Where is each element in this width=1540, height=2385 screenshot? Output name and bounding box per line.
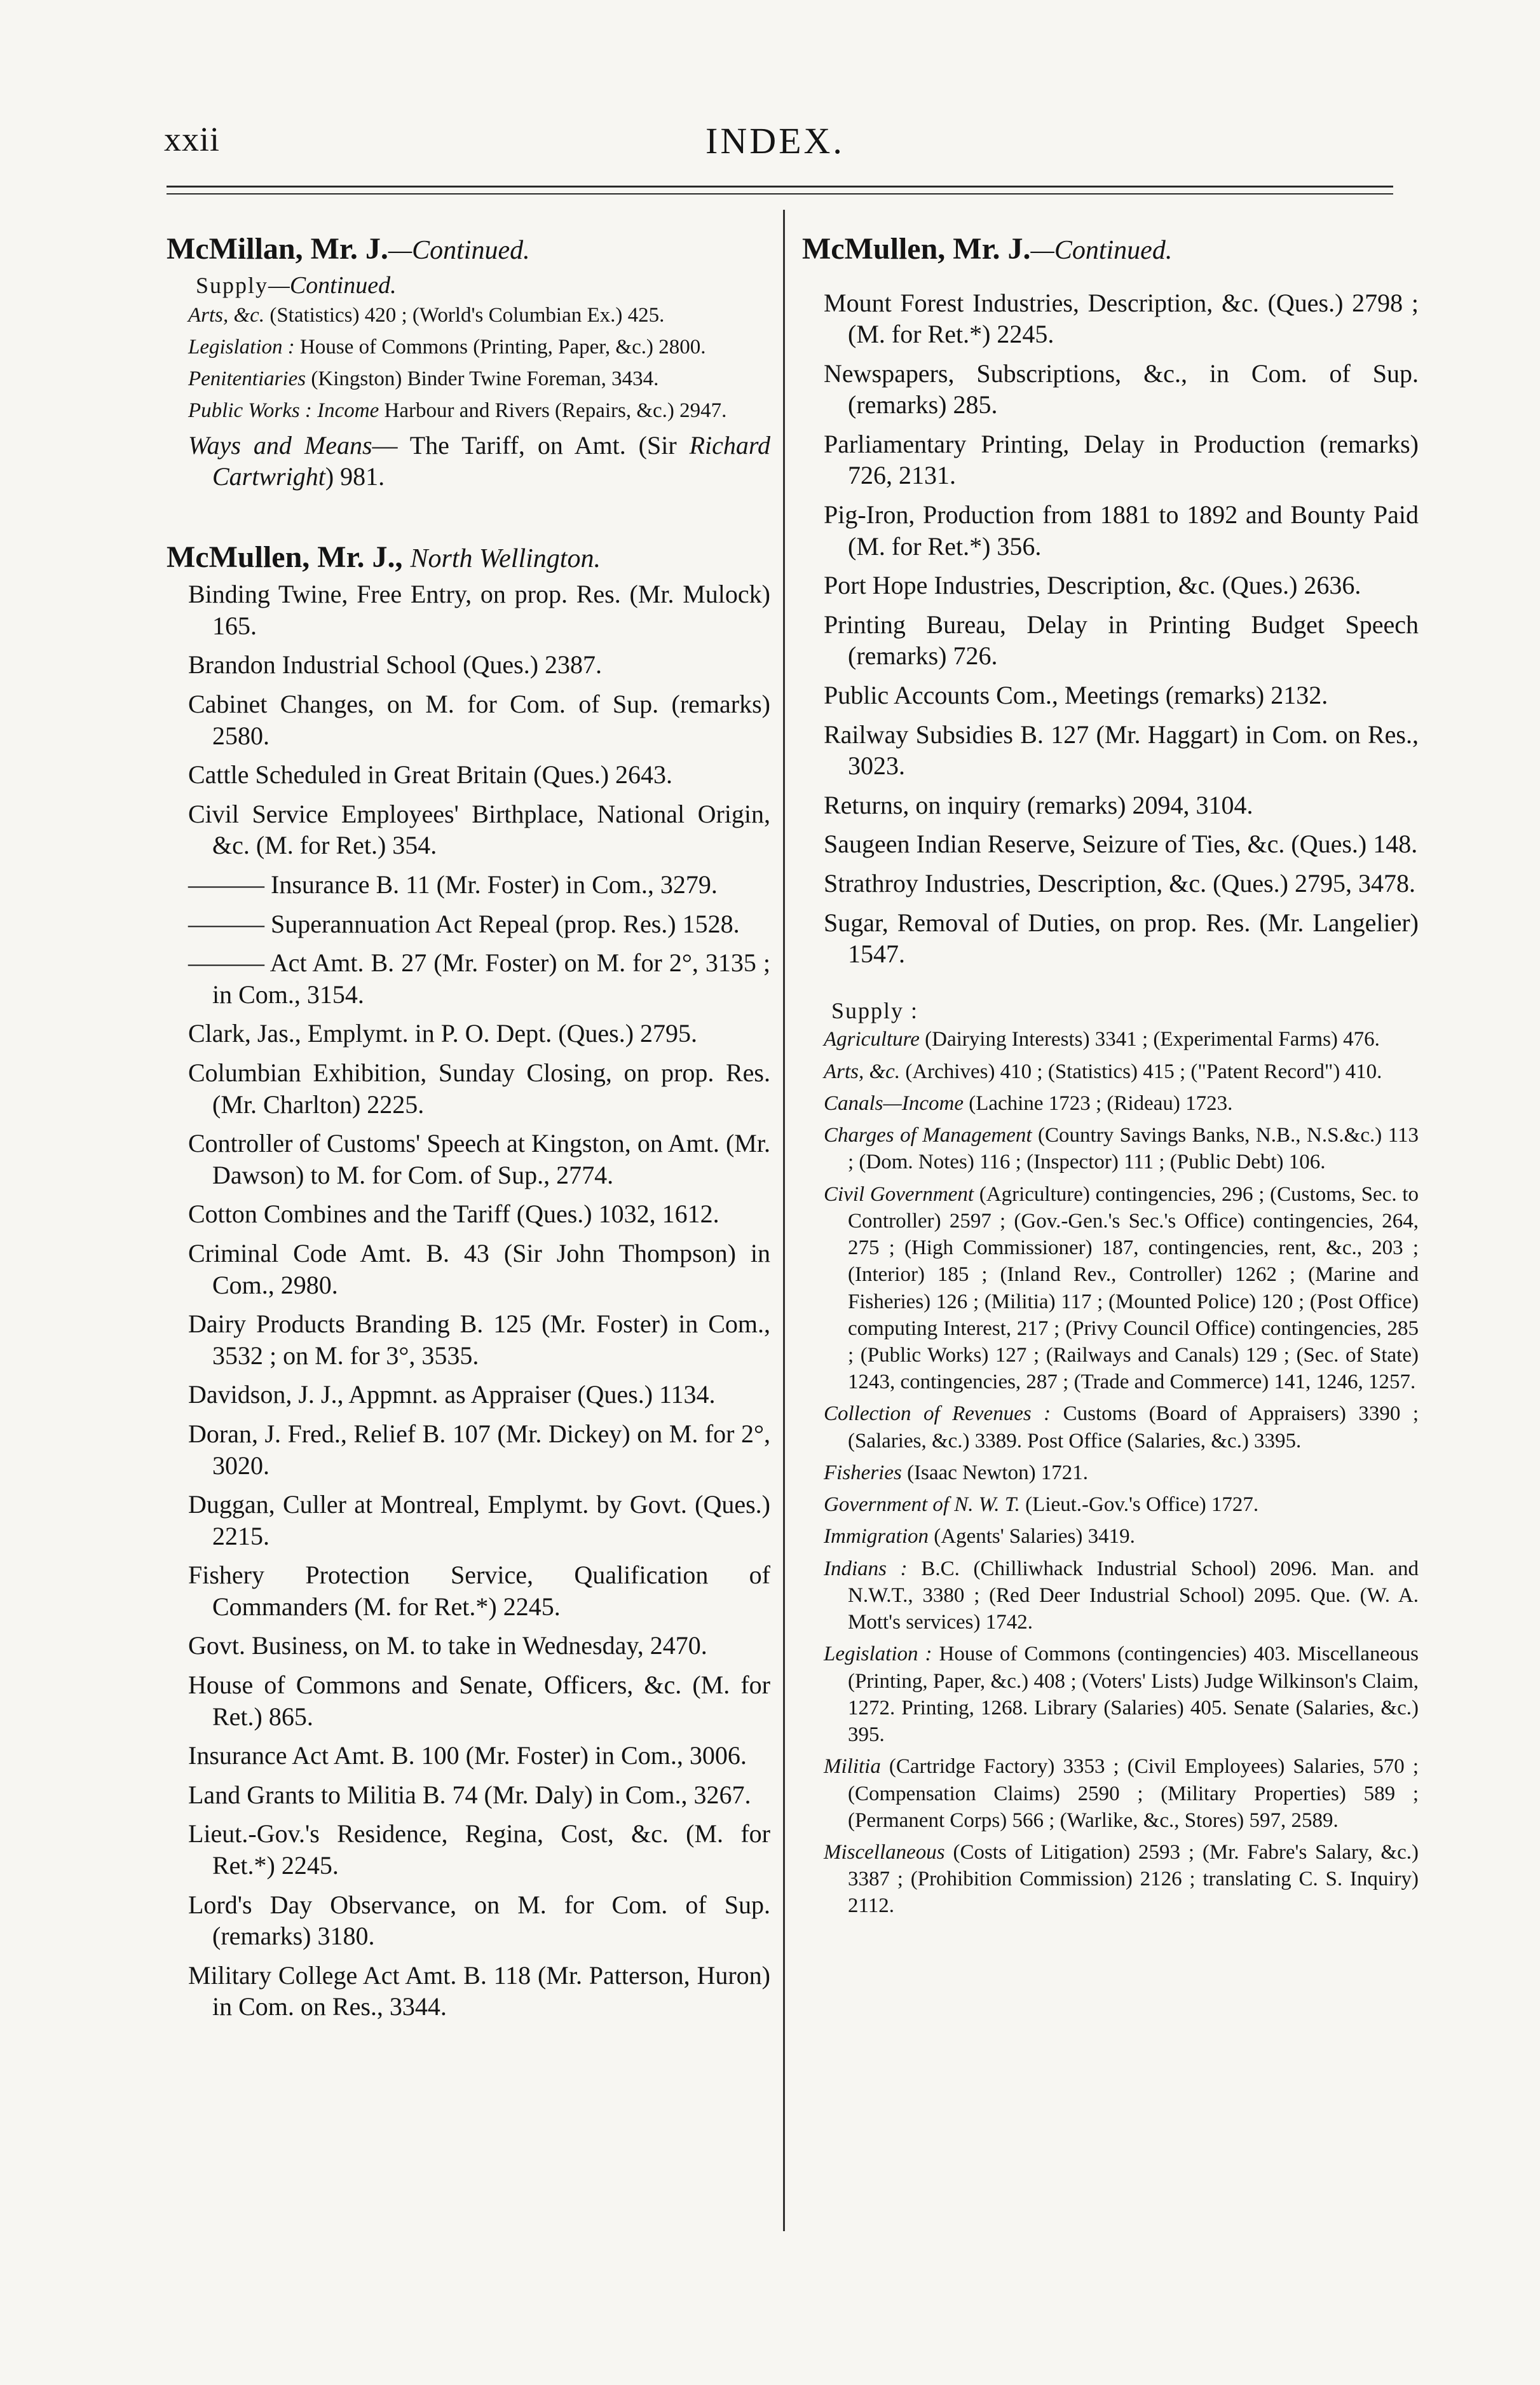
supply-entry-text: (Agriculture) contingencies, 296 ; (Customs, Sec. to Controller) 2597 ; (Gov.-Gen.'s Sec.'s Office) contingencies, 264, 275 ; (High Commissioner) 187, contingencies, rent, &c., 203 ; (Interior) 185 ; (Inland Rev., Controller) 1262 ; (Marine and Fisheries) 126 ; (Militia) 117 ; (Mounted Police) 120 ; (Post Office) computing Interest, 217 ; (Privy Council Office) contingencies, 285 ; (Public Works) 127 ; (Railways and Canals) 129 ; (Sec. of State) 1243, contingencies, 287 ; (Trade and Commerce) 141, 1246, 1257. [848, 1182, 1419, 1394]
supply-entry-text: (Costs of Litigation) 2593 ; (Mr. Fabre's Salary, &c.) 3387 ; (Prohibition Commission) 2126 ; translating C. S. Inquiry) 2112. [848, 1840, 1419, 1918]
supply-entry-text: Customs (Board of Appraisers) 3390 ; (Salaries, &c.) 3389. Post Office (Salaries, &c.) 3395. [848, 1402, 1419, 1452]
supply-entry-key: Penitentiaries [188, 367, 306, 391]
index-entry: Duggan, Culler at Montreal, Emplymt. by Govt. (Ques.) 2215. [188, 1490, 770, 1550]
continued-heading [167, 230, 770, 268]
supply-label: Supply : [831, 997, 919, 1023]
page-title: INDEX. [705, 120, 845, 161]
supply-entry [802, 1555, 1419, 1636]
index-entry: Govt. Business, on M. to take in Wednesday, 2470. [188, 1631, 707, 1660]
member-heading [167, 538, 770, 577]
supply-entry-key: Arts, &c. [824, 1060, 901, 1083]
index-entry: Returns, on inquiry (remarks) 2094, 3104. [824, 790, 1253, 819]
supply-entry-text: B.C. (Chilliwhack Industrial School) 2096. Man. and N.W.T., 3380 ; (Red Deer Industrial School) 2095. Que. (W. A. Mott's services) 1742. [848, 1557, 1419, 1634]
supply-entry-text: (Kingston) Binder Twine Foreman, 3434. [306, 367, 659, 391]
supply-entry-key: Miscellaneous [824, 1840, 945, 1864]
supply-entry-key: Legislation : [188, 335, 295, 359]
index-entry: Civil Service Employees' Birthplace, National Origin, &c. (M. for Ret.) 354. [188, 799, 770, 860]
index-entry: Doran, J. Fred., Relief B. 107 (Mr. Dickey) on M. for 2°, 3020. [188, 1419, 770, 1480]
index-entry: Parliamentary Printing, Delay in Production (remarks) 726, 2131. [824, 429, 1419, 490]
header-rule-top [167, 186, 1393, 188]
supply-entry [802, 1753, 1419, 1834]
supply-entry [802, 1026, 1419, 1053]
heading-continued: —Continued. [388, 236, 530, 265]
index-entry: Land Grants to Militia B. 74 (Mr. Daly) in Com., 3267. [188, 1780, 751, 1809]
supply-entry-text: (Statistics) 420 ; (World's Columbian Ex.) 425. [264, 303, 665, 327]
supply-entry [167, 302, 770, 329]
continued-heading [802, 230, 1419, 268]
supply-entry-text: (Lachine 1723 ; (Rideau) 1723. [963, 1091, 1233, 1115]
supply-entry [802, 1839, 1419, 1920]
index-entry: Lord's Day Observance, on M. for Com. of Sup. (remarks) 3180. [188, 1890, 770, 1951]
index-entry: Cotton Combines and the Tariff (Ques.) 1032, 1612. [188, 1199, 719, 1229]
supply-entry-key: Arts, &c. [188, 303, 265, 327]
index-entry: Insurance Act Amt. B. 100 (Mr. Foster) in Com., 3006. [188, 1741, 747, 1770]
index-entry: Public Accounts Com., Meetings (remarks) 2132. [824, 681, 1328, 710]
supply-entry [167, 334, 770, 360]
index-entry: Railway Subsidies B. 127 (Mr. Haggart) in Com. on Res., 3023. [824, 720, 1419, 781]
index-entry: House of Commons and Senate, Officers, &c. (M. for Ret.) 865. [188, 1671, 770, 1731]
supply-entry-key: Immigration [824, 1525, 929, 1548]
heading-name: McMillan, Mr. J. [167, 232, 388, 266]
supply-entry [802, 1058, 1419, 1085]
supply-entry [802, 1459, 1419, 1486]
supply-entry-text: House of Commons (contingencies) 403. Miscellaneous (Printing, Paper, &c.) 408 ; (Voters' Lists) Judge Wilkinson's Claim, 1272. Printing, 1268. Library (Salaries) 405. Senate (Salaries, &c.) 395. [848, 1643, 1419, 1747]
index-entry: Printing Bureau, Delay in Printing Budget Speech (remarks) 726. [824, 610, 1419, 671]
heading-location: North Wellington. [410, 543, 601, 573]
supply-entry [802, 1181, 1419, 1396]
index-entry: Dairy Products Branding B. 125 (Mr. Foster) in Com., 3532 ; on M. for 3°, 3535. [188, 1309, 770, 1370]
entry-key: Ways and Means [188, 430, 372, 460]
supply-entry-key: Charges of Management [824, 1124, 1032, 1147]
supply-entry [802, 1641, 1419, 1748]
index-entry: Davidson, J. J., Appmnt. as Appraiser (Ques.) 1134. [188, 1380, 716, 1409]
supply-label [196, 271, 770, 301]
index-entry: Criminal Code Amt. B. 43 (Sir John Thompson) in Com., 2980. [188, 1238, 770, 1299]
heading-continued: —Continued. [1030, 236, 1173, 265]
entry-person: Richard Cartwright [212, 430, 770, 491]
index-entry: Cabinet Changes, on M. for Com. of Sup. (remarks) 2580. [188, 690, 770, 750]
supply-entry [167, 397, 770, 424]
supply-entry-text: (Isaac Newton) 1721. [901, 1461, 1089, 1484]
supply-continued: —Continued. [268, 271, 397, 299]
index-entry: Sugar, Removal of Duties, on prop. Res. (Mr. Langelier) 1547. [824, 908, 1419, 969]
index-entry: ——— Act Amt. B. 27 (Mr. Foster) on M. for 2°, 3135 ; in Com., 3154. [188, 948, 770, 1009]
supply-entry-key: Legislation : [824, 1643, 932, 1666]
index-entry: ——— Superannuation Act Repeal (prop. Res.) 1528. [188, 909, 740, 938]
supply-entry-key: Civil Government [824, 1182, 974, 1206]
index-entry: Clark, Jas., Emplymt. in P. O. Dept. (Ques.) 2795. [188, 1019, 698, 1048]
index-entry: Columbian Exhibition, Sunday Closing, on prop. Res. (Mr. Charlton) 2225. [188, 1058, 770, 1119]
supply-entry-key: Agriculture [824, 1028, 920, 1051]
ways-and-means-entry [167, 430, 770, 493]
supply-entry-text: Harbour and Rivers (Repairs, &c.) 2947. [379, 399, 727, 423]
index-entry: Port Hope Industries, Description, &c. (Ques.) 2636. [824, 571, 1361, 600]
index-entry: Brandon Industrial School (Ques.) 2387. [188, 650, 603, 680]
supply-entry-text: (Country Savings Banks, N.B., N.S.&c.) 113 ; (Dom. Notes) 116 ; (Inspector) 111 ; (Public Debt) 106. [848, 1124, 1419, 1174]
column-divider [783, 210, 785, 2231]
supply-entry-text: (Lieut.-Gov.'s Office) 1727. [1019, 1493, 1259, 1517]
index-entry: ——— Insurance B. 11 (Mr. Foster) in Com., 3279. [188, 870, 718, 899]
supply-entry-text: (Archives) 410 ; (Statistics) 415 ; ("Patent Record") 410. [900, 1060, 1382, 1083]
index-entry: Newspapers, Subscriptions, &c., in Com. of Sup. (remarks) 285. [824, 359, 1419, 420]
index-entry: Lieut.-Gov.'s Residence, Regina, Cost, &c. (M. for Ret.*) 2245. [188, 1819, 770, 1880]
page-number: xxii [164, 120, 221, 158]
supply-entry-key: Militia [824, 1755, 881, 1779]
left-supply-list [167, 302, 770, 425]
index-entry: Mount Forest Industries, Description, &c. (Ques.) 2798 ; (M. for Ret.*) 2245. [824, 288, 1419, 349]
supply-label-text: Supply [196, 272, 269, 298]
heading-name: McMullen, Mr. J., [167, 540, 403, 574]
supply-entry [802, 1122, 1419, 1175]
supply-entry-key: Indians : [824, 1557, 908, 1580]
supply-entry-text: (Agents' Salaries) 3419. [929, 1525, 1135, 1548]
supply-entry [802, 1491, 1419, 1518]
supply-entry [802, 1090, 1419, 1117]
header-rule-bottom [167, 193, 1393, 195]
index-entry: Pig-Iron, Production from 1881 to 1892 and Bounty Paid (M. for Ret.*) 356. [824, 500, 1419, 561]
supply-entry [167, 366, 770, 392]
heading-name: McMullen, Mr. J. [802, 232, 1031, 266]
supply-entry-key: Canals—Income [824, 1091, 964, 1115]
index-entry: Cattle Scheduled in Great Britain (Ques.) 2643. [188, 760, 673, 789]
right-supply-list [802, 1026, 1419, 1919]
left-entry-list [167, 578, 770, 2023]
supply-entry [802, 1523, 1419, 1550]
right-column [802, 230, 1419, 1925]
right-entry-list [802, 287, 1419, 970]
index-entry: Controller of Customs' Speech at Kingston, on Amt. (Mr. Dawson) to M. for Com. of Sup., 2774. [188, 1129, 770, 1189]
index-entry: Military College Act Amt. B. 118 (Mr. Patterson, Huron) in Com. on Res., 3344. [188, 1960, 770, 2021]
index-entry: Strathroy Industries, Description, &c. (Ques.) 2795, 3478. [824, 869, 1415, 898]
supply-entry [802, 1400, 1419, 1454]
supply-entry-key: Government of N. W. T. [824, 1493, 1020, 1517]
supply-entry-key: Fisheries [824, 1461, 902, 1484]
supply-entry-key: Collection of Revenues : [824, 1402, 1051, 1426]
index-entry: Binding Twine, Free Entry, on prop. Res. (Mr. Mulock) 165. [188, 580, 770, 640]
supply-entry-text: (Dairying Interests) 3341 ; (Experimental Farms) 476. [919, 1028, 1380, 1051]
entry-tail: ) 981. [325, 462, 385, 491]
supply-entry-text: House of Commons (Printing, Paper, &c.) 2800. [294, 335, 706, 359]
left-column [167, 230, 770, 2030]
page-header [0, 120, 1540, 170]
supply-entry-text: (Cartridge Factory) 3353 ; (Civil Employees) Salaries, 570 ; (Compensation Claims) 2590 ; (Military Properties) 589 ; (Permanent Corps) 566 ; (Warlike, &c., Stores) 597, 2589. [848, 1755, 1419, 1832]
index-entry: Saugeen Indian Reserve, Seizure of Ties, &c. (Ques.) 148. [824, 830, 1418, 859]
supply-entry-key: Public Works : Income [188, 399, 379, 423]
index-entry: Fishery Protection Service, Qualification of Commanders (M. for Ret.*) 2245. [188, 1561, 770, 1621]
entry-text: — The Tariff, on Amt. (Sir [372, 430, 690, 460]
